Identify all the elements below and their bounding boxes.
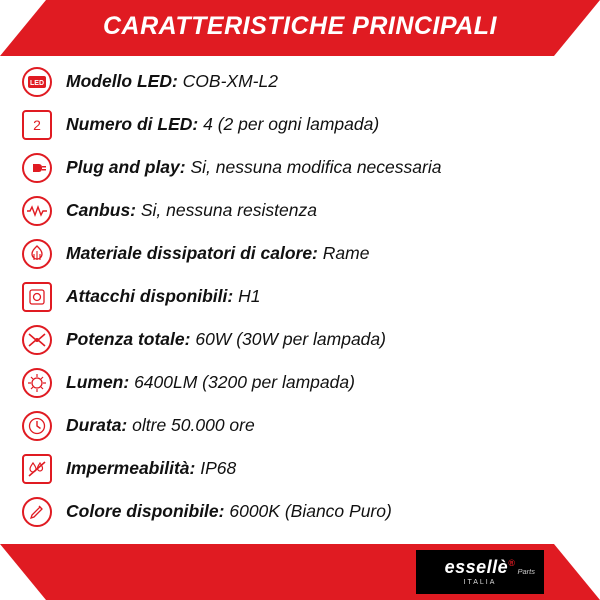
waterproof-icon (22, 454, 52, 484)
footer-corner-left (0, 544, 46, 600)
svg-text:LED: LED (30, 79, 44, 87)
list-item-value: IP68 (200, 457, 237, 478)
list-item-value: 6000K (Bianco Puro) (229, 500, 392, 521)
svg-text:2: 2 (33, 116, 41, 133)
list-item-label: Materiale dissipatori di calore: (66, 242, 318, 263)
list-item (0, 232, 600, 275)
list-item-text (66, 113, 380, 134)
features-list (0, 56, 600, 544)
brand-logo (416, 550, 544, 594)
resistor-wave-icon (22, 196, 52, 226)
list-item-text (66, 285, 261, 306)
list-item-text (66, 457, 237, 478)
heatsink-icon (22, 239, 52, 269)
brand-logo-subtitle: ITALIA (463, 579, 497, 586)
list-item-text (66, 199, 317, 220)
brand-name: essellè (444, 557, 509, 577)
color-pen-icon (22, 497, 52, 527)
list-item-value: Si, nessuna modifica necessaria (190, 156, 442, 177)
list-item-label: Colore disponibile: (66, 500, 225, 521)
header-banner (0, 0, 600, 56)
clock-icon (22, 411, 52, 441)
list-item (0, 361, 600, 404)
list-item-value: Si, nessuna resistenza (140, 199, 317, 220)
list-item-text (66, 328, 386, 349)
list-item-label: Numero di LED: (66, 113, 199, 134)
list-item (0, 189, 600, 232)
list-item-label: Attacchi disponibili: (66, 285, 234, 306)
brightness-icon (22, 368, 52, 398)
brand-logo-text (445, 558, 516, 576)
list-item (0, 103, 600, 146)
list-item-value: H1 (238, 285, 261, 306)
list-item-label: Impermeabilità: (66, 457, 196, 478)
brand-logo-parts: Parts (517, 567, 535, 576)
list-item (0, 490, 600, 533)
list-item-text (66, 371, 355, 392)
list-item-text (66, 414, 255, 435)
list-item (0, 146, 600, 189)
list-item (0, 447, 600, 490)
list-item-value: 4 (2 per ogni lampada) (203, 113, 380, 134)
list-item-text (66, 156, 442, 177)
list-item-text (66, 70, 278, 91)
list-item-value: 6400LM (3200 per lampada) (134, 371, 355, 392)
list-item-label: Lumen: (66, 371, 130, 392)
power-bolt-icon (22, 325, 52, 355)
footer-banner (0, 544, 600, 600)
plug-icon (22, 153, 52, 183)
led-chip-icon (22, 67, 52, 97)
list-item (0, 275, 600, 318)
list-item-value: COB-XM-L2 (182, 70, 278, 91)
page-title: CARATTERISTICHE PRINCIPALI (102, 12, 498, 40)
list-item-label: Modello LED: (66, 70, 178, 91)
list-item-text (66, 500, 392, 521)
footer-corner-right (554, 544, 600, 600)
registered-mark: ® (508, 558, 516, 568)
list-item-text (66, 242, 370, 263)
number-two-icon (22, 110, 52, 140)
list-item-value: 60W (30W per lampada) (195, 328, 386, 349)
list-item-label: Durata: (66, 414, 128, 435)
list-item-label: Canbus: (66, 199, 136, 220)
list-item (0, 318, 600, 361)
list-item-label: Potenza totale: (66, 328, 191, 349)
list-item-value: oltre 50.000 ore (132, 414, 255, 435)
list-item (0, 404, 600, 447)
list-item-label: Plug and play: (66, 156, 186, 177)
list-item-value: Rame (322, 242, 370, 263)
bulb-socket-icon (22, 282, 52, 312)
list-item (0, 60, 600, 103)
